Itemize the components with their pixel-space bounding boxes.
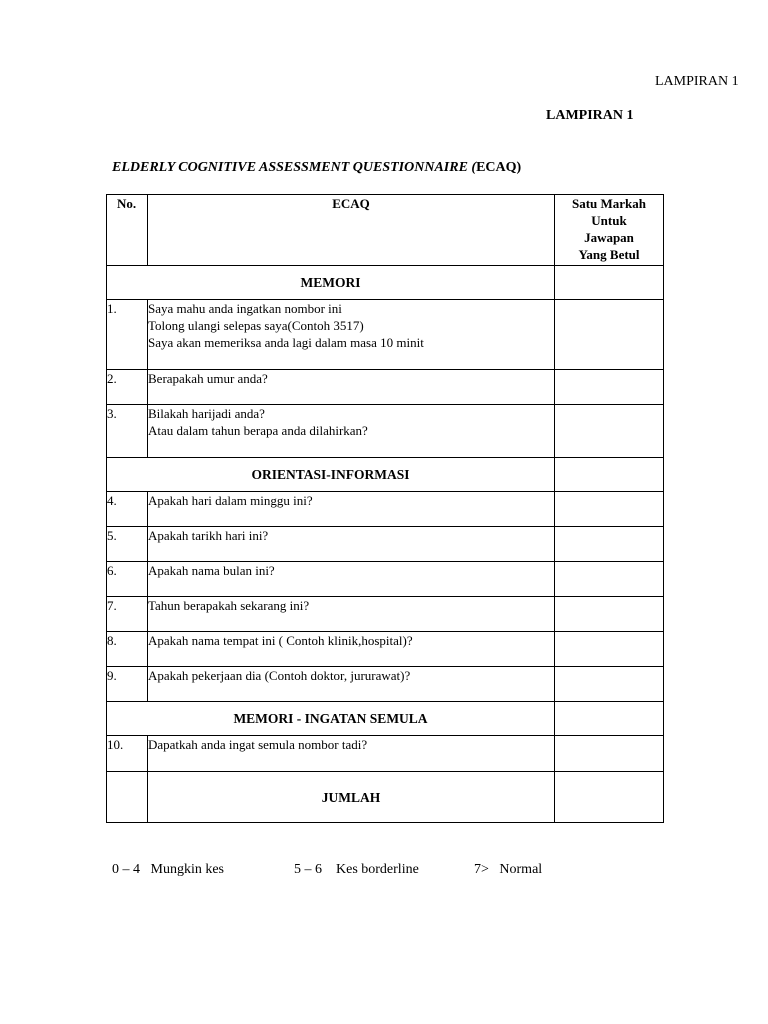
- legend-text: Kes borderline: [336, 862, 419, 877]
- column-header-mark-line: Untuk: [591, 213, 627, 228]
- question-text: [148, 492, 555, 527]
- question-line: Tahun berapakah sekarang ini?: [148, 598, 310, 613]
- question-text: [148, 736, 555, 772]
- question-row: [107, 632, 664, 667]
- question-line: Berapakah umur anda?: [148, 371, 268, 386]
- section-label: ORIENTASI-INFORMASI: [107, 458, 555, 492]
- question-text: [148, 527, 555, 562]
- question-number: 3.: [107, 405, 148, 458]
- legend-item-3: [474, 862, 542, 878]
- question-number: 8.: [107, 632, 148, 667]
- table-header-row: [107, 195, 664, 266]
- score-cell[interactable]: [555, 667, 664, 702]
- question-number: 5.: [107, 527, 148, 562]
- title-abbr: ECAQ: [476, 160, 517, 175]
- question-row: [107, 667, 664, 702]
- total-number-cell: [107, 772, 148, 823]
- question-text: [148, 405, 555, 458]
- score-cell[interactable]: [555, 562, 664, 597]
- question-line: Apakah pekerjaan dia (Contoh doktor, jururawat)?: [148, 668, 411, 683]
- score-cell[interactable]: [555, 736, 664, 772]
- question-line: Apakah nama tempat ini ( Contoh klinik,hospital)?: [148, 633, 413, 648]
- question-row: [107, 527, 664, 562]
- question-row: [107, 300, 664, 370]
- legend-range: 5 – 6: [294, 862, 322, 877]
- document-title: [112, 160, 521, 176]
- legend-text: Normal: [499, 862, 543, 877]
- question-text: [148, 562, 555, 597]
- question-row: [107, 405, 664, 458]
- column-header-ecaq: ECAQ: [148, 195, 555, 266]
- question-row: [107, 370, 664, 405]
- question-row: [107, 492, 664, 527]
- title-main: ELDERLY COGNITIVE ASSESSMENT QUESTIONNAIRE (: [112, 160, 477, 175]
- question-row: [107, 597, 664, 632]
- column-header-mark: [555, 195, 664, 266]
- corner-label: LAMPIRAN 1: [655, 74, 739, 89]
- question-number: 10.: [107, 736, 148, 772]
- question-line: Bilakah harijadi anda?: [148, 406, 265, 421]
- score-cell[interactable]: [555, 527, 664, 562]
- ecaq-table-body: [107, 195, 664, 823]
- total-score-cell[interactable]: [555, 772, 664, 823]
- legend-range: 0 – 4: [112, 862, 140, 877]
- question-row: [107, 562, 664, 597]
- score-cell[interactable]: [555, 702, 664, 736]
- page-heading: LAMPIRAN 1: [546, 108, 634, 123]
- column-header-no: No.: [107, 195, 148, 266]
- column-header-mark-line: Jawapan: [584, 230, 634, 245]
- question-text: [148, 667, 555, 702]
- question-line: Saya akan memeriksa anda lagi dalam masa 10 minit: [148, 335, 424, 350]
- legend-range: 7>: [474, 862, 489, 877]
- question-number: 2.: [107, 370, 148, 405]
- question-number: 9.: [107, 667, 148, 702]
- question-text: [148, 597, 555, 632]
- total-row: [107, 772, 664, 823]
- score-cell[interactable]: [555, 597, 664, 632]
- legend-item-2: [294, 862, 419, 878]
- question-text: [148, 370, 555, 405]
- title-close: ): [516, 160, 522, 175]
- question-line: Apakah nama bulan ini?: [148, 563, 275, 578]
- section-label: MEMORI: [107, 266, 555, 300]
- question-number: 4.: [107, 492, 148, 527]
- score-cell[interactable]: [555, 492, 664, 527]
- column-header-mark-line: Satu Markah: [571, 196, 647, 211]
- question-number: 1.: [107, 300, 148, 370]
- score-cell[interactable]: [555, 266, 664, 300]
- legend-text: Mungkin kes: [150, 862, 224, 877]
- question-number: 6.: [107, 562, 148, 597]
- total-label: JUMLAH: [148, 772, 555, 823]
- question-line: Tolong ulangi selepas saya(Contoh 3517): [148, 318, 364, 333]
- question-line: Apakah hari dalam minggu ini?: [148, 493, 313, 508]
- section-label: MEMORI - INGATAN SEMULA: [107, 702, 555, 736]
- question-line: Dapatkah anda ingat semula nombor tadi?: [148, 737, 368, 752]
- section-row: [107, 702, 664, 736]
- score-cell[interactable]: [555, 632, 664, 667]
- question-line: Atau dalam tahun berapa anda dilahirkan?: [148, 423, 368, 438]
- column-header-mark-line: Yang Betul: [578, 247, 640, 262]
- legend-item-1: [112, 862, 224, 878]
- question-row: [107, 736, 664, 772]
- section-row: [107, 266, 664, 300]
- score-cell[interactable]: [555, 405, 664, 458]
- ecaq-table: [106, 194, 664, 823]
- question-line: Saya mahu anda ingatkan nombor ini: [148, 301, 342, 316]
- question-text: [148, 300, 555, 370]
- score-cell[interactable]: [555, 370, 664, 405]
- question-line: Apakah tarikh hari ini?: [148, 528, 269, 543]
- score-cell[interactable]: [555, 458, 664, 492]
- section-row: [107, 458, 664, 492]
- score-cell[interactable]: [555, 300, 664, 370]
- question-number: 7.: [107, 597, 148, 632]
- question-text: [148, 632, 555, 667]
